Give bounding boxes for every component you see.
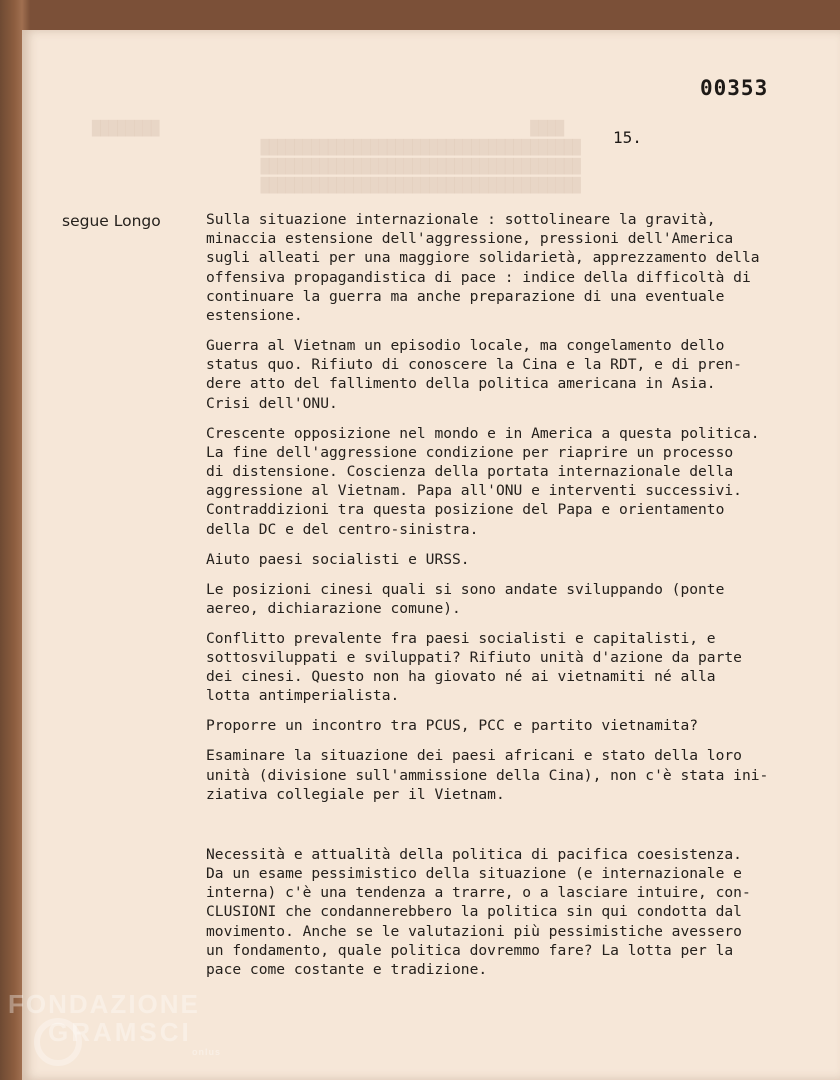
paragraph <box>206 580 806 618</box>
text-line: offensiva propagandistica di pace : indice della difficoltà di <box>206 268 751 286</box>
watermark-line-1: FONDAZIONE <box>8 989 200 1019</box>
paragraph <box>206 550 806 569</box>
text-line: Proporre un incontro tra PCUS, PCC e partito vietnamita? <box>206 717 699 735</box>
speaker-label: segue Longo <box>62 212 161 230</box>
show-through-texture: ████████ ████ ██████████████████████████████████████ ██████████████████████████████████████ ██████████████████████████████████████ <box>92 121 581 194</box>
text-line: della DC e del centro-sinistra. <box>206 520 479 538</box>
text-line: minaccia estensione dell'aggressione, pressioni dell'America <box>206 230 734 248</box>
text-line: unità (divisione sull'ammissione della Cina), non c'è stata ini- <box>206 766 769 784</box>
text-line: Crescente opposizione nel mondo e in America a questa politica. <box>206 424 760 442</box>
text-line: continuare la guerra ma anche preparazione di una eventuale <box>206 287 725 305</box>
text-line: Guerra al Vietnam un episodio locale, ma congelamento dello <box>206 337 725 355</box>
text-line: pace come costante e tradizione. <box>206 961 488 979</box>
text-line: ziativa collegiale per il Vietnam. <box>206 785 505 803</box>
text-line: aereo, dichiarazione comune). <box>206 599 461 617</box>
paragraph <box>206 424 806 539</box>
text-line: di distensione. Coscienza della portata internazionale della <box>206 463 734 481</box>
text-line: estensione. <box>206 307 303 325</box>
watermark <box>8 989 221 1057</box>
text-line: status quo. Rifiuto di conoscere la Cina e la RDT, e di pren- <box>206 356 742 374</box>
text-line: Sulla situazione internazionale : sottolineare la gravità, <box>206 211 716 228</box>
text-line: CLUSIONI che condannerebbero la politica sin qui condotta dal <box>206 903 742 921</box>
text-line: dei cinesi. Questo non ha giovato né ai vietnamiti né alla <box>206 668 716 686</box>
body-text <box>206 210 806 990</box>
text-line: Le posizioni cinesi quali si sono andate sviluppando (ponte <box>206 580 725 598</box>
paragraph <box>206 629 806 706</box>
closing-paragraph <box>206 845 806 979</box>
text-line: sugli alleati per una maggiore solidarietà, apprezzamento della <box>206 249 760 267</box>
text-line: movimento. Anche se le valutazioni più pessimistiche avessero <box>206 922 742 940</box>
paragraph <box>206 210 806 325</box>
paragraph <box>206 336 806 413</box>
text-line: aggressione al Vietnam. Papa all'ONU e interventi successivi. <box>206 482 742 500</box>
page-number: 15. <box>613 128 642 147</box>
text-line: lotta antimperialista. <box>206 687 400 705</box>
paragraph <box>206 716 806 735</box>
paragraph <box>206 746 806 804</box>
watermark-line-3: onlus <box>192 1047 221 1057</box>
document-number: 00353 <box>700 76 769 100</box>
watermark-line-2: GRAMSCI <box>48 1017 192 1047</box>
text-line: Aiuto paesi socialisti e URSS. <box>206 550 470 568</box>
text-line: Necessità e attualità della politica di pacifica coesistenza. <box>206 845 742 863</box>
text-line: sottosviluppati e sviluppati? Rifiuto unità d'azione da parte <box>206 649 742 667</box>
text-line: Contraddizioni tra questa posizione del Papa e orientamento <box>206 501 725 519</box>
text-line: Conflitto prevalente fra paesi socialisti e capitalisti, e <box>206 629 716 647</box>
text-line: interna) c'è una tendenza a trarre, o a lasciare intuire, con- <box>206 884 751 902</box>
text-line: Da un esame pessimistico della situazione (e internazionale e <box>206 865 742 883</box>
text-line: La fine dell'aggressione condizione per riaprire un processo <box>206 443 734 461</box>
text-line: Esaminare la situazione dei paesi africani e stato della loro <box>206 747 742 765</box>
text-line: Crisi dell'ONU. <box>206 394 338 412</box>
text-line: un fondamento, quale politica dovremmo fare? La lotta per la <box>206 941 734 959</box>
text-line: dere atto del fallimento della politica americana in Asia. <box>206 375 716 393</box>
